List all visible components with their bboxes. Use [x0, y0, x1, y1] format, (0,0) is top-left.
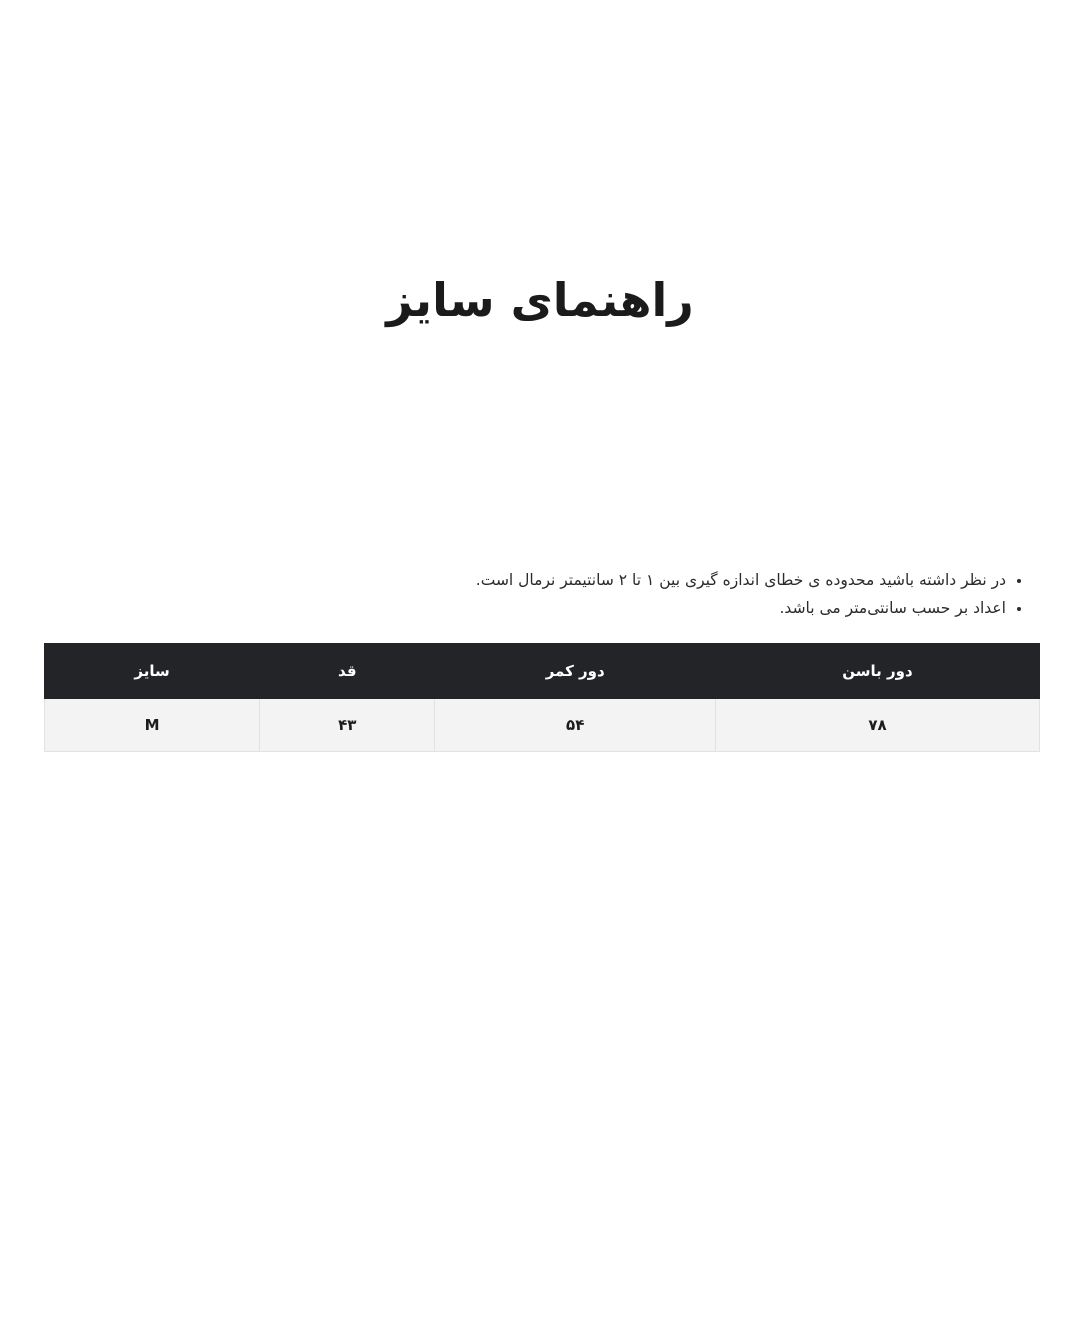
size-chart-head [45, 644, 1040, 699]
measurement-notes-list [16, 566, 1034, 622]
column-header-waist: دور کمر [435, 644, 715, 699]
column-header-hip: دور باسن [715, 644, 1039, 699]
note-item-unit: • اعداد بر حسب سانتی‌متر می باشد. [16, 594, 1006, 622]
table-header-row [45, 644, 1040, 699]
size-chart-table [44, 643, 1040, 752]
note-item-measurement-tolerance: • در نظر داشته باشید محدوده ی خطای اندازه گیری بین ۱ تا ۲ سانتیمتر نرمال است. [16, 566, 1006, 594]
page-title: راهنمای سایز [386, 272, 694, 327]
table-row [45, 699, 1040, 752]
cell-hip: ۷۸ [715, 699, 1039, 752]
cell-length: ۴۳ [260, 699, 435, 752]
cell-waist: ۵۴ [435, 699, 715, 752]
column-header-size: سایز [45, 644, 260, 699]
size-chart-body [45, 699, 1040, 752]
column-header-length: قد [260, 644, 435, 699]
cell-size: M [45, 699, 260, 752]
